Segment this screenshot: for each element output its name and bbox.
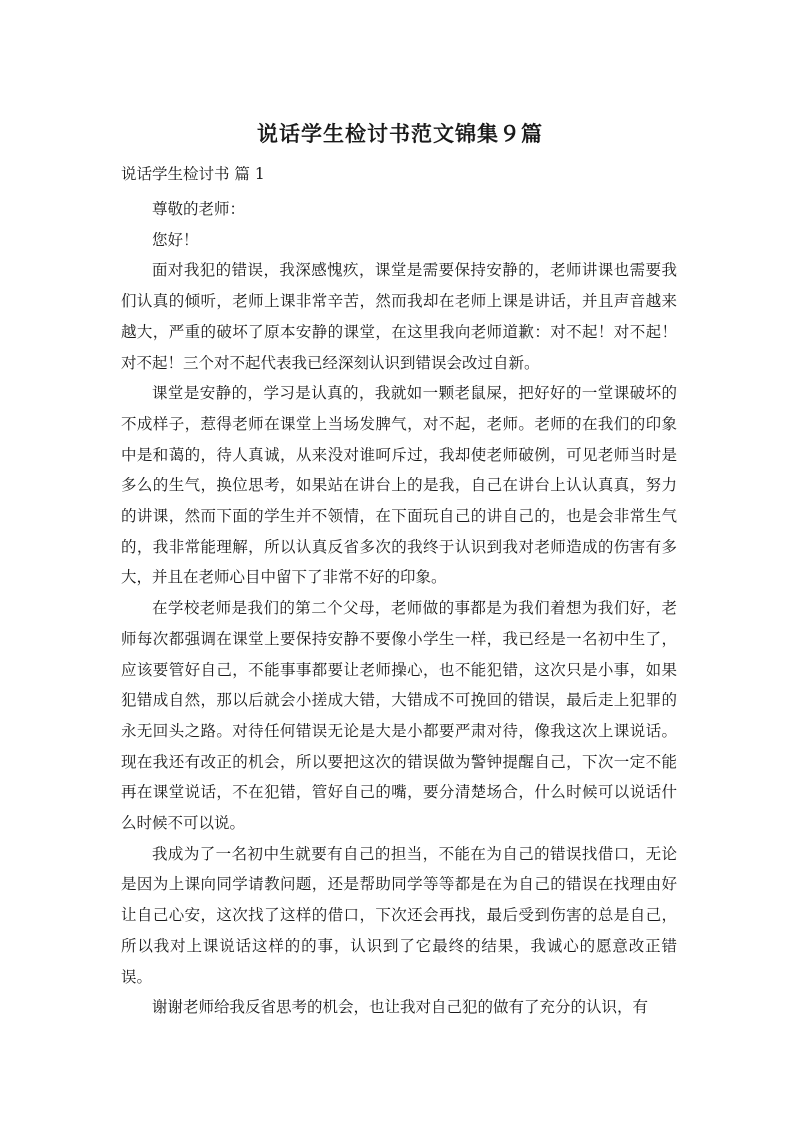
document-title: 说话学生检讨书范文锦集９篇 [257, 122, 543, 146]
body-paragraph: 我成为了一名初中生就要有自己的担当，不能在为自己的错误找借口，无论是因为上课向同学请教问题，还是帮助同学等等都是在为自己的错误在找理由好让自己心安，这次找了这样的借口，下次还会再找，最后受到伤害的总是自己，所以我对上课说话这样的的事，认识到了它最终的结果，我诚心的愿意改正错误。 [121, 844, 677, 986]
greeting: 您好！ [152, 230, 199, 249]
salutation: 尊敬的老师： [152, 200, 246, 218]
document-body [121, 194, 677, 1023]
section-heading: 说话学生检讨书 篇 1 [121, 165, 265, 183]
body-paragraph: 在学校老师是我们的第二个父母，老师做的事都是为我们着想为我们好，老师每次都强调在课堂上要保持安静不要像小学生一样，我已经是一名初中生了，应该要管好自己，不能事事都要让老师操心，也不能犯错，这次只是小事，如果犯错成自然，那以后就会小搓成大错，大错成不可挽回的错误，最后走上犯罪的永无回头之路。对待任何错误无论是大是小都要严肃对待，像我这次上课说话。现在我还有改正的机会，所以要把这次的错误做为警钟提醒自己，下次一定不能再在课堂说话，不在犯错，管好自己的嘴，要分清楚场合，什么时候可以说话什么时候不可以说。 [121, 599, 677, 833]
body-paragraph: 面对我犯的错误，我深感愧疚，课堂是需要保持安静的，老师讲课也需要我们认真的倾听，老师上课非常辛苦，然而我却在老师上课是讲话，并且声音越来越大，严重的破坏了原本安静的课堂，在这里我向老师道歉：对不起！对不起！对不起！三个对不起代表我已经深刻认识到错误会改过自新。 [121, 261, 677, 372]
body-paragraph: 谢谢老师给我反省思考的机会，也让我对自己犯的做有了充分的认识，有 [152, 998, 649, 1017]
body-paragraph: 课堂是安静的，学习是认真的，我就如一颗老鼠屎，把好好的一堂课破坏的不成样子，惹得老师在课堂上当场发脾气，对不起，老师。老师的在我们的印象中是和蔼的，待人真诚，从来没对谁呵斥过，我却使老师破例，可见老师当时是多么的生气，换位思考，如果站在讲台上的是我，自己在讲台上认认真真，努力的讲课，然而下面的学生并不领情，在下面玩自己的讲自己的，也是会非常生气的，我非常能理解，所以认真反省多次的我终于认识到我对老师造成的伤害有多大，并且在老师心目中留下了非常不好的印象。 [121, 384, 677, 587]
